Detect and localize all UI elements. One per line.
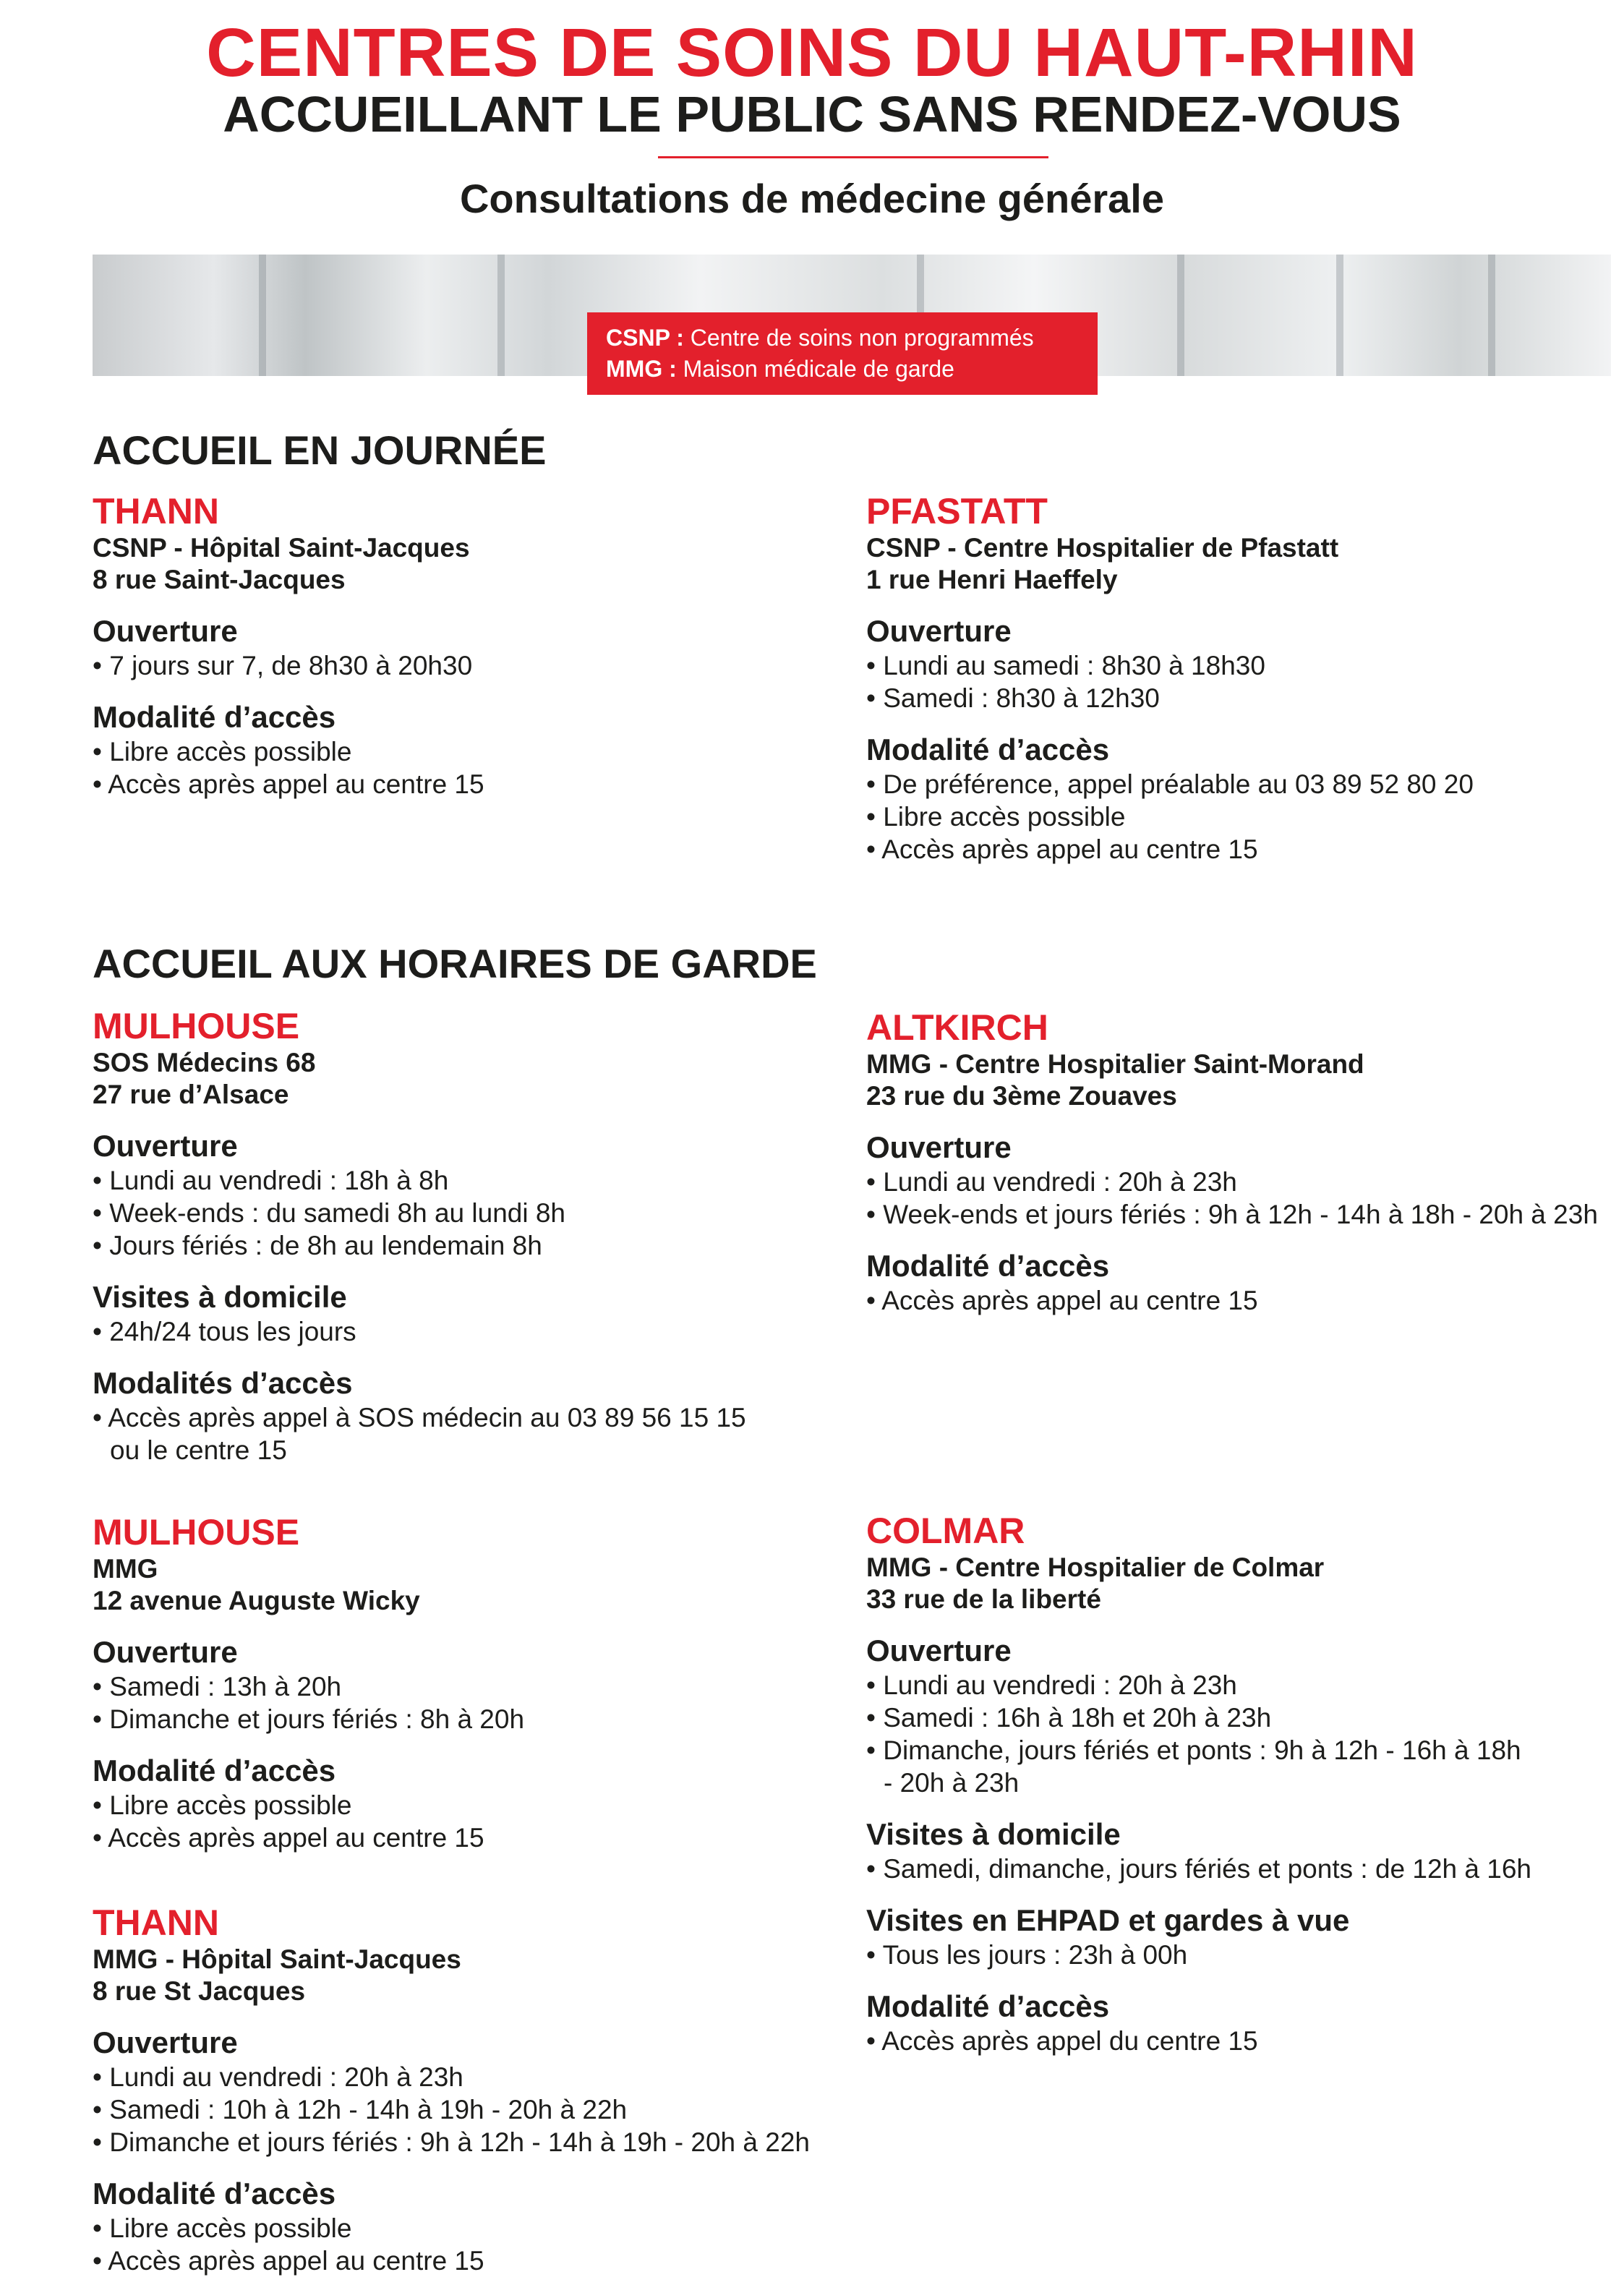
access-item: • Accès après appel au centre 15 xyxy=(93,2246,484,2276)
opening-item: • Lundi au samedi : 8h30 à 18h30 xyxy=(866,651,1265,680)
opening-item: - 20h à 23h xyxy=(884,1768,1020,1798)
opening-item: • Week-ends : du samedi 8h au lundi 8h xyxy=(93,1198,566,1228)
home-visits-heading: Visites à domicile xyxy=(93,1280,347,1314)
opening-heading: Ouverture xyxy=(93,614,238,648)
opening-item: • Samedi : 13h à 20h xyxy=(93,1672,342,1701)
center-colmar xyxy=(866,1511,1618,2057)
legend-csnp xyxy=(606,323,1098,354)
center-city: PFASTATT xyxy=(866,491,1048,531)
opening-item: • Samedi : 16h à 18h et 20h à 23h xyxy=(866,1703,1272,1733)
center-address: 8 rue St Jacques xyxy=(93,1976,306,2006)
opening-heading: Ouverture xyxy=(866,1130,1012,1164)
legend-mmg-abbr: MMG : xyxy=(606,356,677,382)
title-divider xyxy=(658,156,1048,158)
center-name: SOS Médecins 68 xyxy=(93,1048,316,1077)
opening-heading: Ouverture xyxy=(866,1633,1012,1667)
center-city: COLMAR xyxy=(866,1511,1025,1551)
opening-heading: Ouverture xyxy=(93,1635,238,1669)
section-title-day: ACCUEIL EN JOURNÉE xyxy=(93,427,547,473)
ehpad-visits-heading: Visites en EHPAD et gardes à vue xyxy=(866,1903,1350,1937)
center-name: MMG - Centre Hospitalier Saint-Morand xyxy=(866,1049,1364,1079)
access-item: • Accès après appel du centre 15 xyxy=(866,2026,1258,2056)
page-subtitle: Consultations de médecine générale xyxy=(459,176,1165,221)
center-address: 33 rue de la liberté xyxy=(866,1584,1101,1614)
page-title: CENTRES DE SOINS DU HAUT-RHIN xyxy=(206,14,1418,91)
access-heading: Modalité d’accès xyxy=(93,1754,336,1788)
opening-heading: Ouverture xyxy=(866,614,1012,648)
opening-item: • Dimanche, jours fériés et ponts : 9h à 12h - 16h à 18h xyxy=(866,1735,1521,1765)
opening-item: • Samedi : 10h à 12h - 14h à 19h - 20h à 22h xyxy=(93,2095,628,2124)
access-item: • Accès après appel au centre 15 xyxy=(93,1823,484,1853)
access-heading: Modalités d’accès xyxy=(93,1366,353,1400)
access-item: • Accès après appel au centre 15 xyxy=(93,769,484,799)
access-heading: Modalité d’accès xyxy=(93,2177,336,2211)
center-thann-mmg xyxy=(93,1903,845,2277)
section-title-guard: ACCUEIL AUX HORAIRES DE GARDE xyxy=(93,941,817,986)
center-name: MMG xyxy=(93,1554,158,1584)
center-altkirch xyxy=(866,1008,1618,1317)
access-item: • Accès après appel au centre 15 xyxy=(866,834,1258,864)
center-name: CSNP - Hôpital Saint-Jacques xyxy=(93,533,470,563)
legend-csnp-text: Centre de soins non programmés xyxy=(690,325,1034,351)
opening-heading: Ouverture xyxy=(93,1129,238,1163)
opening-item: • Jours fériés : de 8h au lendemain 8h xyxy=(93,1231,542,1260)
access-item: ou le centre 15 xyxy=(110,1435,287,1465)
center-city: MULHOUSE xyxy=(93,1006,300,1046)
access-heading: Modalité d’accès xyxy=(866,1249,1110,1283)
ehpad-visits-item: • Tous les jours : 23h à 00h xyxy=(866,1940,1188,1970)
opening-item: • Lundi au vendredi : 20h à 23h xyxy=(866,1167,1237,1197)
opening-item: • Lundi au vendredi : 20h à 23h xyxy=(866,1670,1237,1700)
access-item: • Libre accès possible xyxy=(866,802,1126,832)
center-city: MULHOUSE xyxy=(93,1512,300,1552)
center-thann-csnp xyxy=(93,492,845,800)
center-address: 12 avenue Auguste Wicky xyxy=(93,1586,420,1615)
center-name: MMG - Centre Hospitalier de Colmar xyxy=(866,1552,1325,1582)
center-address: 1 rue Henri Haeffely xyxy=(866,565,1118,594)
center-name: CSNP - Centre Hospitalier de Pfastatt xyxy=(866,533,1339,563)
center-mulhouse-sos xyxy=(93,1007,845,1466)
home-visits-heading: Visites à domicile xyxy=(866,1817,1121,1851)
opening-heading: Ouverture xyxy=(93,2025,238,2059)
access-item: • Accès après appel au centre 15 xyxy=(866,1286,1258,1315)
access-heading: Modalité d’accès xyxy=(93,700,336,734)
access-item: • Libre accès possible xyxy=(93,737,352,766)
home-visits-item: • Samedi, dimanche, jours fériés et ponts : de 12h à 16h xyxy=(866,1854,1531,1884)
access-item: • Libre accès possible xyxy=(93,2213,352,2243)
center-address: 8 rue Saint-Jacques xyxy=(93,565,346,594)
opening-item: • Dimanche et jours fériés : 8h à 20h xyxy=(93,1704,525,1734)
opening-item: • Lundi au vendredi : 18h à 8h xyxy=(93,1166,449,1195)
access-heading: Modalité d’accès xyxy=(866,733,1110,766)
access-heading: Modalité d’accès xyxy=(866,1989,1110,2023)
legend-mmg xyxy=(606,354,1098,385)
center-address: 23 rue du 3ème Zouaves xyxy=(866,1081,1177,1111)
center-city: ALTKIRCH xyxy=(866,1007,1048,1048)
page-title-line2: ACCUEILLANT LE PUBLIC SANS RENDEZ-VOUS xyxy=(223,86,1401,142)
abbreviation-legend xyxy=(587,312,1098,395)
access-item: • Accès après appel à SOS médecin au 03 89 56 15 15 xyxy=(93,1403,746,1432)
home-visits-item: • 24h/24 tous les jours xyxy=(93,1317,356,1346)
legend-mmg-text: Maison médicale de garde xyxy=(683,356,954,382)
center-mulhouse-mmg xyxy=(93,1513,845,1854)
opening-item: • Lundi au vendredi : 20h à 23h xyxy=(93,2062,463,2092)
legend-csnp-abbr: CSNP : xyxy=(606,325,684,351)
opening-item: • 7 jours sur 7, de 8h30 à 20h30 xyxy=(93,651,473,680)
opening-item: • Samedi : 8h30 à 12h30 xyxy=(866,683,1160,713)
access-item: • Libre accès possible xyxy=(93,1790,352,1820)
opening-item: • Dimanche et jours fériés : 9h à 12h - 14h à 19h - 20h à 22h xyxy=(93,2127,811,2157)
access-item: • De préférence, appel préalable au 03 89 52 80 20 xyxy=(866,769,1474,799)
center-address: 27 rue d’Alsace xyxy=(93,1080,289,1109)
opening-item: • Week-ends et jours fériés : 9h à 12h - 14h à 18h - 20h à 23h xyxy=(866,1200,1598,1229)
center-city: THANN xyxy=(93,1902,219,1943)
center-pfastatt xyxy=(866,492,1618,866)
center-city: THANN xyxy=(93,491,219,531)
center-name: MMG - Hôpital Saint-Jacques xyxy=(93,1944,461,1974)
